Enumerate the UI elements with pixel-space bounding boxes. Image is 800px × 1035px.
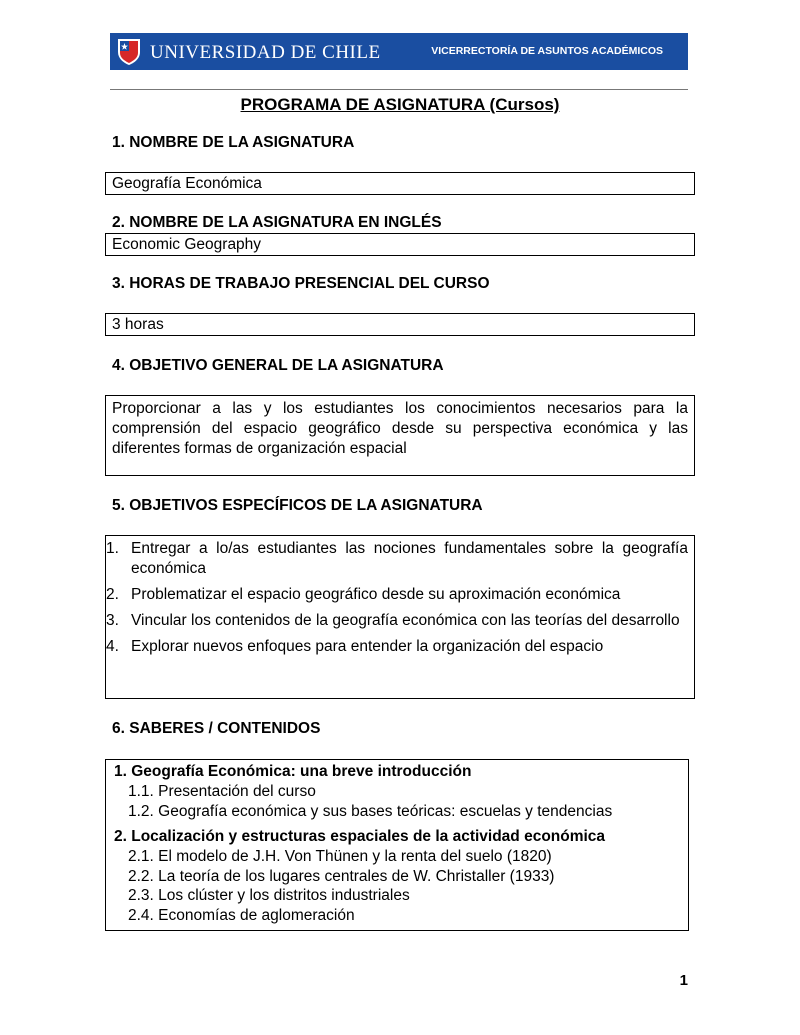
hours-value: 3 horas [112, 316, 164, 333]
section-5-heading: 5. OBJETIVOS ESPECÍFICOS DE LA ASIGNATURA [112, 497, 483, 514]
list-item: 2.2. La teoría de los lugares centrales de W. Christaller (1933) [128, 867, 555, 885]
university-crest-icon [116, 37, 142, 66]
section-1-heading: 1. NOMBRE DE LA ASIGNATURA [112, 134, 355, 151]
section-2-heading: 2. NOMBRE DE LA ASIGNATURA EN INGLÉS [112, 214, 442, 231]
list-item: 2. Problematizar el espacio geográfico desde su aproximación económica [106, 586, 621, 603]
section-6-heading: 6. SABERES / CONTENIDOS [112, 720, 321, 737]
specific-objectives-list [106, 539, 688, 657]
list-item: 2.1. El modelo de J.H. Von Thünen y la renta del suelo (1820) [128, 848, 552, 865]
list-item: 2.4. Economías de aglomeración [128, 906, 355, 924]
document-title: PROGRAMA DE ASIGNATURA (Cursos) [240, 95, 560, 114]
general-objective-text: Proporcionar a las y los estudiantes los conocimientos necesarios para la comprensión del espacio geográfico desde su perspectiva económica y las diferentes formas de organización espacial [112, 400, 688, 457]
course-name-value: Geografía Económica [112, 175, 262, 192]
header-banner [110, 33, 688, 70]
university-name: UNIVERSIDAD DE CHILE [150, 42, 381, 63]
list-item: 1. Entregar a lo/as estudiantes las nociones fundamentales sobre la geografía económica [106, 540, 688, 577]
section-2-box [105, 233, 695, 256]
list-item: 1.2. Geografía económica y sus bases teóricas: escuelas y tendencias [128, 802, 613, 820]
vicerrectoria-name: VICERRECTORÍA DE ASUNTOS ACADÉMICOS [431, 45, 663, 57]
list-item: 1.1. Presentación del curso [128, 783, 316, 800]
unit-1-title: 1. Geografía Económica: una breve introducción [114, 763, 472, 780]
section-1-box [105, 172, 695, 195]
section-3-heading: 3. HORAS DE TRABAJO PRESENCIAL DEL CURSO [112, 275, 490, 292]
section-4-box [105, 395, 695, 476]
header-divider [110, 89, 688, 90]
section-4-heading: 4. OBJETIVO GENERAL DE LA ASIGNATURA [112, 357, 444, 374]
list-item: 3. Vincular los contenidos de la geografía económica con las teorías del desarrollo [106, 612, 680, 629]
contents-box [105, 759, 689, 931]
course-name-english-value: Economic Geography [112, 236, 262, 253]
section-3-box [105, 313, 695, 336]
page-number: 1 [679, 972, 688, 989]
unit-2-title: 2. Localización y estructuras espaciales de la actividad económica [114, 828, 606, 845]
list-item: 4. Explorar nuevos enfoques para entender la organización del espacio [106, 638, 604, 655]
section-5-box [105, 535, 695, 699]
list-item: 2.3. Los clúster y los distritos industriales [128, 887, 410, 904]
